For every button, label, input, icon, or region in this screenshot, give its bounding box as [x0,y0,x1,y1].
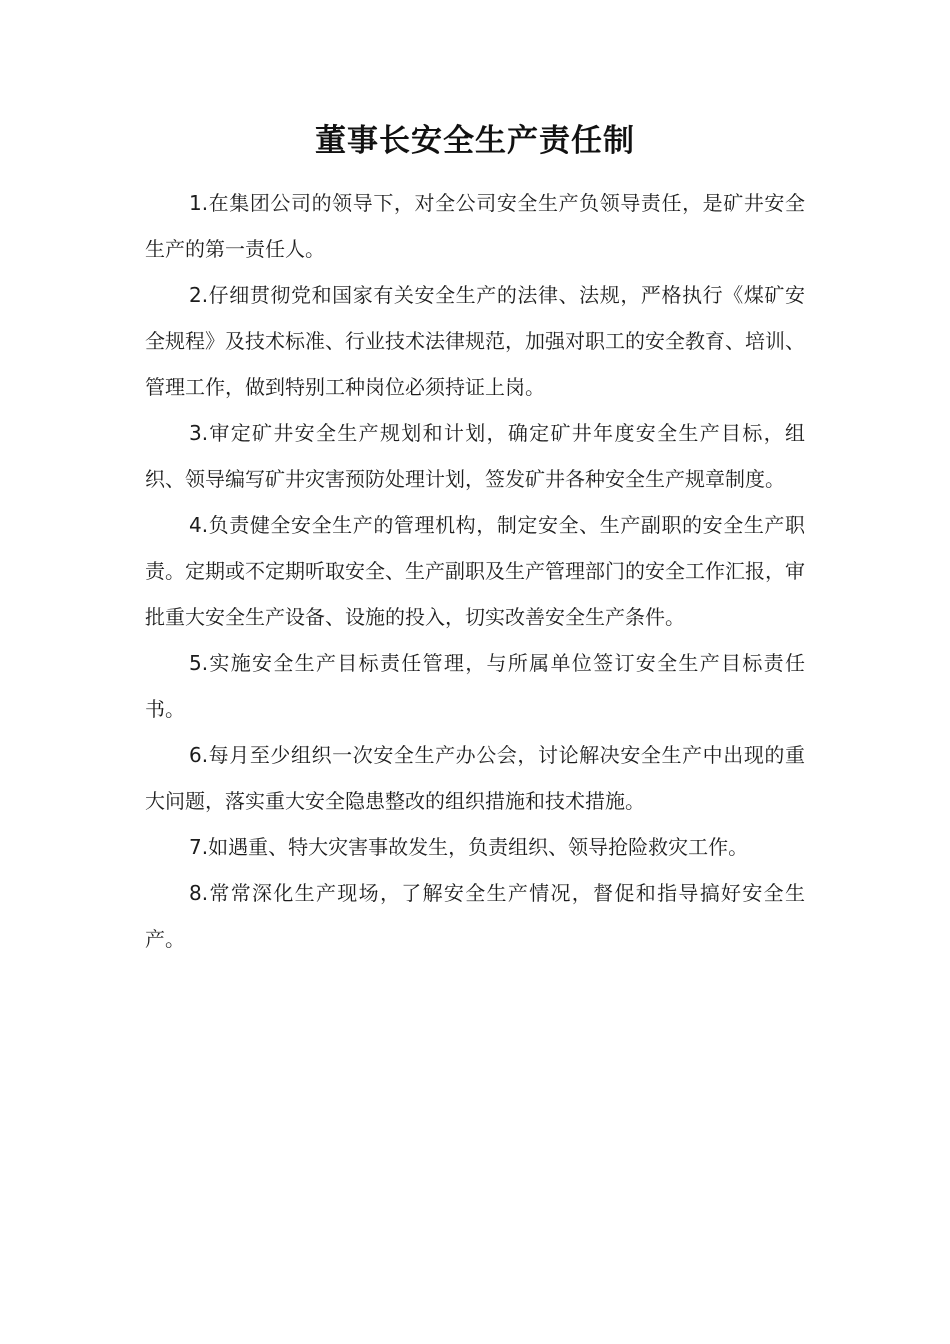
document-title: 董事长安全生产责任制 [315,123,635,159]
clause-1: 1.在集团公司的领导下，对全公司安全生产负领导责任，是矿井安全生产的第一责任人。 [145,191,805,261]
clause-2: 2.仔细贯彻党和国家有关安全生产的法律、法规，严格执行《煤矿安全规程》及技术标准、行业技术法律规范，加强对职工的安全教育、培训、管理工作，做到特别工种岗位必须持证上岗。 [145,283,805,399]
clause-7: 7.如遇重、特大灾害事故发生，负责组织、领导抢险救灾工作。 [189,835,749,859]
clause-6: 6.每月至少组织一次安全生产办公会，讨论解决安全生产中出现的重大问题，落实重大安全隐患整改的组织措施和技术措施。 [145,743,805,813]
clause-4: 4.负责健全安全生产的管理机构，制定安全、生产副职的安全生产职责。定期或不定期听取安全、生产副职及生产管理部门的安全工作汇报，审批重大安全生产设备、设施的投入，切实改善安全生产条件。 [145,513,805,629]
clause-5: 5.实施安全生产目标责任管理，与所属单位签订安全生产目标责任书。 [145,651,805,721]
clause-8: 8.常常深化生产现场，了解安全生产情况，督促和指导搞好安全生产。 [145,881,805,951]
document-body [145,180,805,962]
clause-3: 3.审定矿井安全生产规划和计划，确定矿井年度安全生产目标，组织、领导编写矿井灾害预防处理计划，签发矿井各种安全生产规章制度。 [145,421,805,491]
